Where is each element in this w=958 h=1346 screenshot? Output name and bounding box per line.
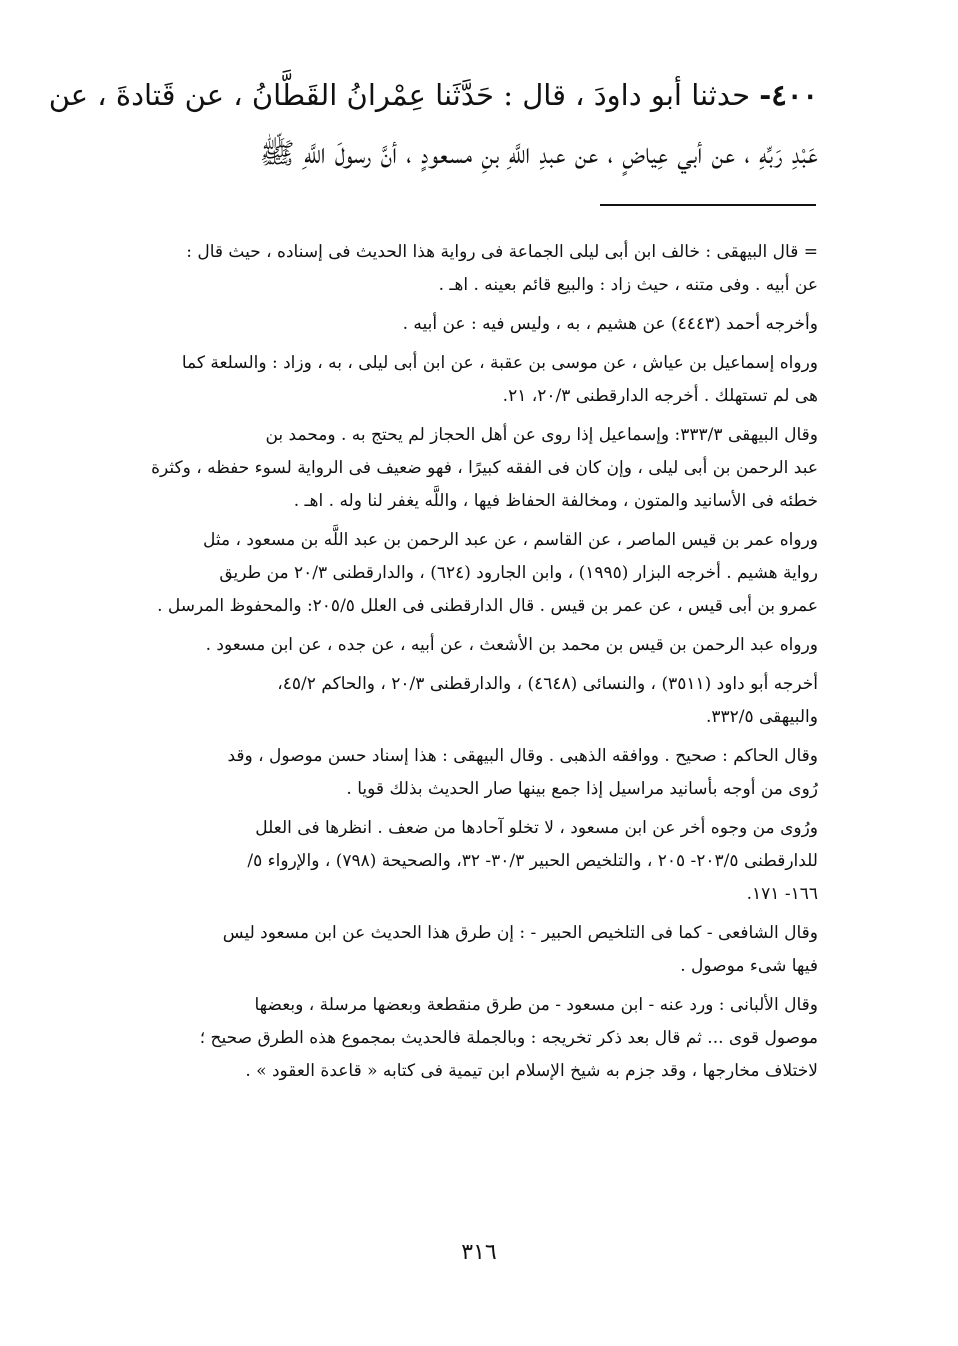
footnote-line: رواية هشيم . أخرجه البزار (١٩٩٥) ، وابن الجارود (٦٢٤) ، والدارقطنى ٢٠/٣ من طريق [219,563,818,583]
footnote-paragraph [113,812,818,911]
hadith-line-2: عَبْدِ رَبِّهِ ، عن أبي عِياضٍ ، عن عبدِ اللَّهِ بنِ مسعودٍ ، أنَّ رسولَ اللَّهِ ﷺ [259,136,818,170]
footnote-line: = قال البيهقى : خالف ابن أبى ليلى الجماعة فى رواية هذا الحديث فى إسناده ، حيث قال : [186,242,818,262]
footnote-paragraph [113,740,818,806]
footnote-paragraph [113,917,818,983]
footnote-line: هى لم تستهلك . أخرجه الدارقطنى ٢٠/٣، ٢١. [502,386,818,406]
footnote-line: ورُوى من وجوه أخر عن ابن مسعود ، لا تخلو آحادها من ضعف . انظرها فى العلل [255,818,818,838]
footnote-line: أخرجه أبو داود (٣٥١١) ، والنسائى (٤٦٤٨) ، والدارقطنى ٢٠/٣ ، والحاكم ٤٥/٢، [277,674,818,694]
footnote-line: وقال الألبانى : ورد عنه - ابن مسعود - من طرق منقطعة وبعضها مرسلة ، وبعضها [254,995,818,1015]
footnote-line: عبد الرحمن بن أبى ليلى ، وإن كان فى الفقه كبيرًا ، فهو ضعيف فى الرواية لسوء حفظه ، وكثرة [151,458,818,478]
footnote-paragraph [113,236,818,302]
footnote-separator [600,204,816,206]
footnote-line: وقال الحاكم : صحيح . ووافقه الذهبى . وقال البيهقى : هذا إسناد حسن موصول ، وقد [227,746,818,766]
footnote-line: لاختلاف مخارجها ، وقد جزم به شيخ الإسلام ابن تيمية فى كتابه « قاعدة العقود » . [245,1061,818,1081]
footnote-line: وقال البيهقى ٣٣٣/٣: وإسماعيل إذا روى عن أهل الحجاز لم يحتج به . ومحمد بن [265,425,818,445]
footnote-paragraph [113,524,818,623]
footnote-line: عمرو بن أبى قيس ، عن عمر بن قيس . قال الدارقطنى فى العلل ٢٠٥/٥: والمحفوظ المرسل . [157,596,818,616]
footnote-line: ورواه عبد الرحمن بن قيس بن محمد بن الأشعث ، عن أبيه ، عن جده ، عن ابن مسعود . [205,635,818,655]
footnote-line: ورواه إسماعيل بن عياش ، عن موسى بن عقبة ، عن ابن أبى ليلى ، به ، وزاد : والسلعة كما [181,353,818,373]
footnote-paragraph [113,419,818,518]
footnote-line: موصول قوى ... ثم قال بعد ذكر تخريجه : وبالجملة فالحديث بمجموع هذه الطرق صحيح ؛ [199,1028,818,1048]
footnotes [113,236,818,1094]
footnote-paragraph [113,989,818,1088]
footnote-paragraph [113,347,818,413]
footnote-paragraph [113,668,818,734]
footnote-line: وأخرجه أحمد (٤٤٤٣) عن هشيم ، به ، وليس فيه : عن أبيه . [402,314,818,334]
footnote-line: وقال الشافعى - كما فى التلخيص الحبير - : إن طرق هذا الحديث عن ابن مسعود ليس [222,923,818,943]
footnote-line: رُوى من أوجه بأسانيد مراسيل إذا جمع بينها صار الحديث بذلك قويا . [346,779,818,799]
hadith-text [48,66,818,182]
footnote-line: فيها شىء موصول . [680,956,818,976]
footnote-line: خطئه فى الأسانيد والمتون ، ومخالفة الحفاظ فيها ، واللَّه يغفر لنا وله . اهـ . [293,491,818,511]
footnote-paragraph [113,629,818,662]
footnote-paragraph [113,308,818,341]
hadith-line-1 [48,66,818,124]
hadith-number: ٤٠٠- [759,78,818,112]
footnote-line: والبيهقى ٣٣٢/٥. [705,707,818,727]
hadith-line-1-text: حدثنا أبو داودَ ، قال : حَدَّثَنا عِمْرانُ القَطَّانُ ، عن قَتادةَ ، عن [48,78,750,112]
footnote-line: ورواه عمر بن قيس الماصر ، عن القاسم ، عن عبد الرحمن بن عبد اللَّه بن مسعود ، مثل [203,530,818,550]
footnote-line: عن أبيه . وفى متنه ، حيث زاد : والبيع قائم بعينه . اهـ . [438,275,818,295]
page-number: ٣١٦ [461,1240,497,1265]
footnote-line: للدارقطنى ٢٠٣/٥- ٢٠٥ ، والتلخيص الحبير ٣٠/٣- ٣٢، والصحيحة (٧٩٨) ، والإرواء ٥/ [247,851,818,871]
footnote-line: ١٦٦- ١٧١. [746,884,818,904]
